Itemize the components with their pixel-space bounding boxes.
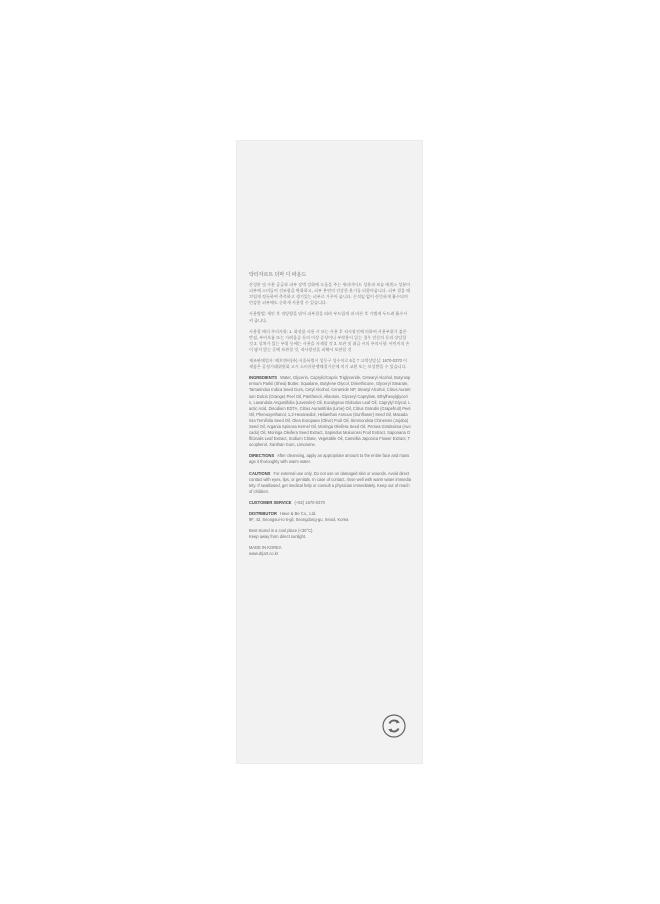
directions-label: DIRECTIONS	[249, 453, 275, 459]
product-label-panel	[236, 140, 423, 764]
caution-ko: 사용할 때의 주의사항: 1. 화장품 사용 시 또는 사용 후 직사광선에 의하여 사용부위가 붉은 반점, 부어오름 또는 가려움증 등의 이상 증상이나 부작용이 있는 경우 전문의 등과 상담할 것 2. 상처가 있는 부위 등에는 사용을 자제할 것 3. 보관 및 취급 시의 주의사항: 어린이의 손이 닿지 않는 곳에 보관할 것, 직사광선을 피해서 보관할 것	[249, 328, 410, 352]
storage-line-1: Best stored in a cool place (<30°C).	[249, 528, 314, 534]
distributor-address: 9F, 42, Seongsui-ro 6-gil, Seongdong-gu, Seoul, Korea	[249, 517, 349, 523]
ingredients-label: INGREDIENTS	[249, 375, 277, 381]
ingredients-section	[249, 375, 411, 448]
storage-line-2: Keep away from direct sunlight.	[249, 534, 307, 540]
distributor-name: Have & Be Co., Ltd.	[280, 511, 317, 516]
directions-section	[249, 453, 411, 465]
origin-section	[249, 545, 411, 557]
recycle-icon	[382, 714, 406, 738]
cautions-label: CAUTIONS	[249, 470, 271, 476]
label-text-block	[249, 272, 411, 563]
product-title-ko: 닥터자르트 더마 디 파운드	[249, 272, 307, 278]
usage-ko: 사용방법: 세안 후 적당량을 덜어 피부결을 따라 부드럽게 펴 바른 후 가볍게 두드려 흡수시켜 줍니다.	[249, 311, 408, 323]
customer-service-label: CUSTOMER SERVICE	[249, 499, 292, 505]
cautions-section	[249, 471, 411, 495]
distributor-section	[249, 511, 411, 523]
customer-service-number: (+82) 1670-0370	[294, 499, 325, 505]
manufacturer-ko: 제조판매업자: 해브앤비(주) 서울특별시 성동구 성수이로 6길 7 고객상담실: 1670-0370 이 제품은 공정거래위원회 고시 소비자분쟁해결기준에 의거 교환 또는 보상받을 수 있습니다.	[249, 358, 408, 370]
distributor-label: DISTRIBUTOR	[249, 511, 277, 516]
cautions-text: For external use only. Do not use on damaged skin or wounds. Avoid direct contact with eyes, lips, or genitals. In case of contact, rinse well with warm water immediately. If swallowed, get medical help or consult a physician immediately. Keep out of reach of children.	[249, 470, 411, 494]
storage-section	[249, 528, 411, 540]
made-in-text: MADE IN KOREA	[249, 545, 282, 551]
customer-service-section	[249, 500, 411, 506]
ingredients-list: Water, Glycerin, Caprylic/Capric Triglyceride, Cetearyl Alcohol, Butyrospermum Parkii (Shea) Butter, Squalane, Butylene Glycol, Dimethicone, Glyceryl Stearate, Tamarindus Indica Seed Gum, Cetyl Alcohol, Ceramide NP, Stearyl Alcohol, Citrus Aurantium Dulcis (Orange) Peel Oil, Panthenol, Allantoin, Glyceryl Caprylate, Ethylhexylglycerin, Lavandula Angustifolia (Lavender) Oil, Eucalyptus Globulus Leaf Oil, Caprylyl Glycol, Lactic Acid, Disodium EDTA, Citrus Aurantifolia (Lime) Oil, Citrus Grandis (Grapefruit) Peel Oil, Phenoxyethanol, 1,2-Hexanediol, Helianthus Annuus (Sunflower) Seed Oil, Macadamia Ternifolia Seed Oil, Olea Europaea (Olive) Fruit Oil, Simmondsia Chinensis (Jojoba) Seed Oil, Argania Spinosa Kernel Oil, Moringa Oleifera Seed Oil, Persea Gratissima (Avocado) Oil, Moringa Oleifera Seed Extract, Sapindus Mukurossi Fruit Extract, Saponaria Officinalis Leaf Extract, Sodium Citrate, Vegetable Oil, Camellia Japonica Flower Extract, Tocopherol, Xanthan Gum, Limonene.	[249, 375, 411, 448]
description-ko: 산성분 및 수분 공급과 피부 장벽 강화에 도움을 주는 세라마이드 성분과 보습 에센스 성분이 피부에 스며들어 건조함을 완화하고, 피부 본연의 건강한 윤기를 되찾아줍니다. 피부 결을 매끄럽게 정돈하여 촉촉하고 생기있는 피부로 가꾸어 줍니다. 끈적임 없이 산뜻하게 흡수되며 민감한 피부에도 순하게 사용할 수 있습니다.	[249, 282, 411, 306]
website-text: www.drjart.co.kr	[249, 551, 279, 557]
directions-text: After cleansing, apply an appropriate amount to the entire face and massage it thoroughly with warm water.	[249, 453, 410, 465]
